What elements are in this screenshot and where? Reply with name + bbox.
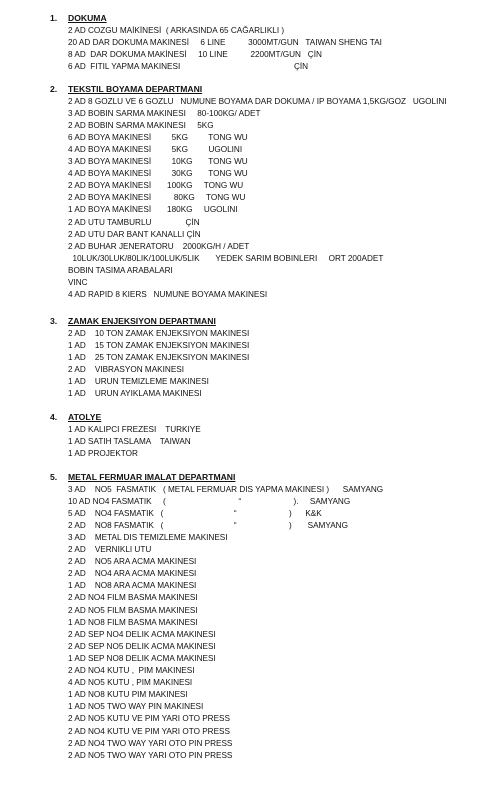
list-item: 2 AD SEP NO4 DELIK ACMA MAKINESI xyxy=(68,629,216,639)
list-item: 2 AD COZGU MAİKİNESİ ( ARKASINDA 65 CAĞARLIKLI ) xyxy=(68,25,285,35)
list-item: 3 AD BOYA MAKINESİ 10KG TONG WU xyxy=(68,157,248,166)
list-item: 4 AD NO5 KUTU , PIM MAKINESI xyxy=(68,678,193,688)
list-item: 2 AD BOYA MAKİNESİ 100KG TONG WU xyxy=(68,181,244,191)
list-item: 2 AD NO5 ARA ACMA MAKINESI xyxy=(68,557,197,567)
list-item: 1 AD 15 TON ZAMAK ENJEKSIYON MAKINESI xyxy=(68,340,250,350)
list-item: 2 AD NO8 FASMATIK ( “ ) SAMYANG xyxy=(68,520,348,530)
list-item: 1 AD 25 TON ZAMAK ENJEKSIYON MAKINESI xyxy=(68,352,250,362)
list-item: 1 AD NO5 TWO WAY PIN MAKINESI xyxy=(68,702,204,712)
section-number: 5. xyxy=(50,472,58,482)
list-item: 2 AD UTU DAR BANT KANALLI ÇİN xyxy=(68,229,201,239)
section-number: 4. xyxy=(50,412,58,422)
list-item: 3 AD BOBIN SARMA MAKINESI 80-100KG/ ADET xyxy=(68,108,261,118)
list-item: 1 AD KALIPCI FREZESI TURKIYE xyxy=(68,424,201,434)
list-item: 6 AD BOYA MAKINESİ 5KG TONG WU xyxy=(68,132,248,142)
list-item: 3 AD METAL DIS TEMIZLEME MAKINESI xyxy=(68,532,228,542)
list-item: 1 AD NO8 ARA ACMA MAKINESI xyxy=(68,581,197,591)
list-item: 1 AD PROJEKTOR xyxy=(68,448,138,458)
section-title: METAL FERMUAR IMALAT DEPARTMANI xyxy=(68,472,236,482)
section-title: ZAMAK ENJEKSIYON DEPARTMANI xyxy=(68,316,216,326)
list-item: 2 AD BOYA MAKİNESİ 80KG TONG WU xyxy=(68,193,246,203)
section-title: TEKSTIL BOYAMA DEPARTMANI xyxy=(68,84,203,94)
list-item: 2 AD NO4 KUTU VE PIM YARI OTO PRESS xyxy=(68,726,230,736)
list-item: 2 AD NO4 KUTU , PIM MAKINESI xyxy=(68,666,195,675)
list-item: 2 AD BUHAR JENERATORU 2000KG/H / ADET xyxy=(68,241,250,251)
list-item: 3 AD NO5 FASMATIK ( METAL FERMUAR DIS YAPMA MAKINESI ) SAMYANG xyxy=(68,484,384,494)
list-item: 1 AD NO8 FILM BASMA MAKINESI xyxy=(68,617,198,627)
list-item: 2 AD 10 TON ZAMAK ENJEKSIYON MAKINESI xyxy=(68,328,250,338)
list-item: 2 AD VIBRASYON MAKINESI xyxy=(68,364,185,374)
list-item: 1 AD URUN AYIKLAMA MAKINESI xyxy=(68,389,202,398)
list-item: 1 AD URUN TEMIZLEME MAKINESI xyxy=(68,376,209,386)
list-item: 5 AD NO4 FASMATIK ( “ ) K&K xyxy=(68,508,322,518)
list-item: 2 AD NO4 ARA ACMA MAKINESI xyxy=(68,569,197,579)
list-item: 2 AD BOBIN SARMA MAKINESI 5KG xyxy=(68,120,214,130)
list-item: 1 AD SATIH TASLAMA TAIWAN xyxy=(68,436,191,446)
list-item: 2 AD 8 GOZLU VE 6 GOZLU NUMUNE BOYAMA DAR DOKUMA / IP BOYAMA 1,5KG/GOZ UGOLINI xyxy=(68,96,447,106)
list-item: 1 AD BOYA MAKİNESİ 180KG UGOLINI xyxy=(68,205,238,215)
list-item: 4 AD RAPID 8 KIERS NUMUNE BOYAMA MAKINESI xyxy=(68,290,268,300)
list-item: 4 AD BOYA MAKINESİ 5KG UGOLINI xyxy=(68,144,243,154)
list-item: 8 AD DAR DOKUMA MAKİNESİ 10 LINE 2200MT/GUN ÇİN xyxy=(68,49,322,59)
list-item: 20 AD DAR DOKUMA MAKINESİ 6 LINE 3000MT/GUN TAIWAN SHENG TAI xyxy=(68,37,382,47)
section-title: ATOLYE xyxy=(68,412,102,422)
list-item: 1 AD SEP NO8 DELIK ACMA MAKINESI xyxy=(68,653,216,663)
list-item: 6 AD FITIL YAPMA MAKINESI ÇİN xyxy=(68,61,309,71)
list-item: 4 AD BOYA MAKINESİ 30KG TONG WU xyxy=(68,169,248,179)
list-item: 1 AD NO8 KUTU PIM MAKINESI xyxy=(68,690,188,700)
list-item: 2 AD NO4 TWO WAY YARI OTO PIN PRESS xyxy=(68,738,233,748)
list-item: VINC xyxy=(68,278,88,287)
list-item: 10LUK/30LUK/80LIK/100LUK/5LIK YEDEK SARIM BOBINLERI ORT 200ADET xyxy=(68,253,384,263)
list-item: 2 AD VERNIKLI UTU xyxy=(68,545,152,554)
list-item: 2 AD NO4 FILM BASMA MAKINESI xyxy=(68,593,198,603)
list-item: 2 AD NO5 KUTU VE PIM YARI OTO PRESS xyxy=(68,714,230,724)
section-number: 2. xyxy=(50,84,58,94)
section-number: 1. xyxy=(50,13,58,23)
list-item: 2 AD UTU TAMBURLU ÇİN xyxy=(68,217,200,227)
section-number: 3. xyxy=(50,316,58,326)
section-title: DOKUMA xyxy=(68,13,107,23)
list-item: BOBIN TASIMA ARABALARI xyxy=(68,265,173,275)
list-item: 2 AD SEP NO5 DELIK ACMA MAKINESI xyxy=(68,641,216,651)
list-item: 10 AD NO4 FASMATIK ( “ ). SAMYANG xyxy=(68,496,351,506)
list-item: 2 AD NO5 FILM BASMA MAKINESI xyxy=(68,605,198,615)
list-item: 2 AD NO5 TWO WAY YARI OTO PIN PRESS xyxy=(68,750,233,760)
